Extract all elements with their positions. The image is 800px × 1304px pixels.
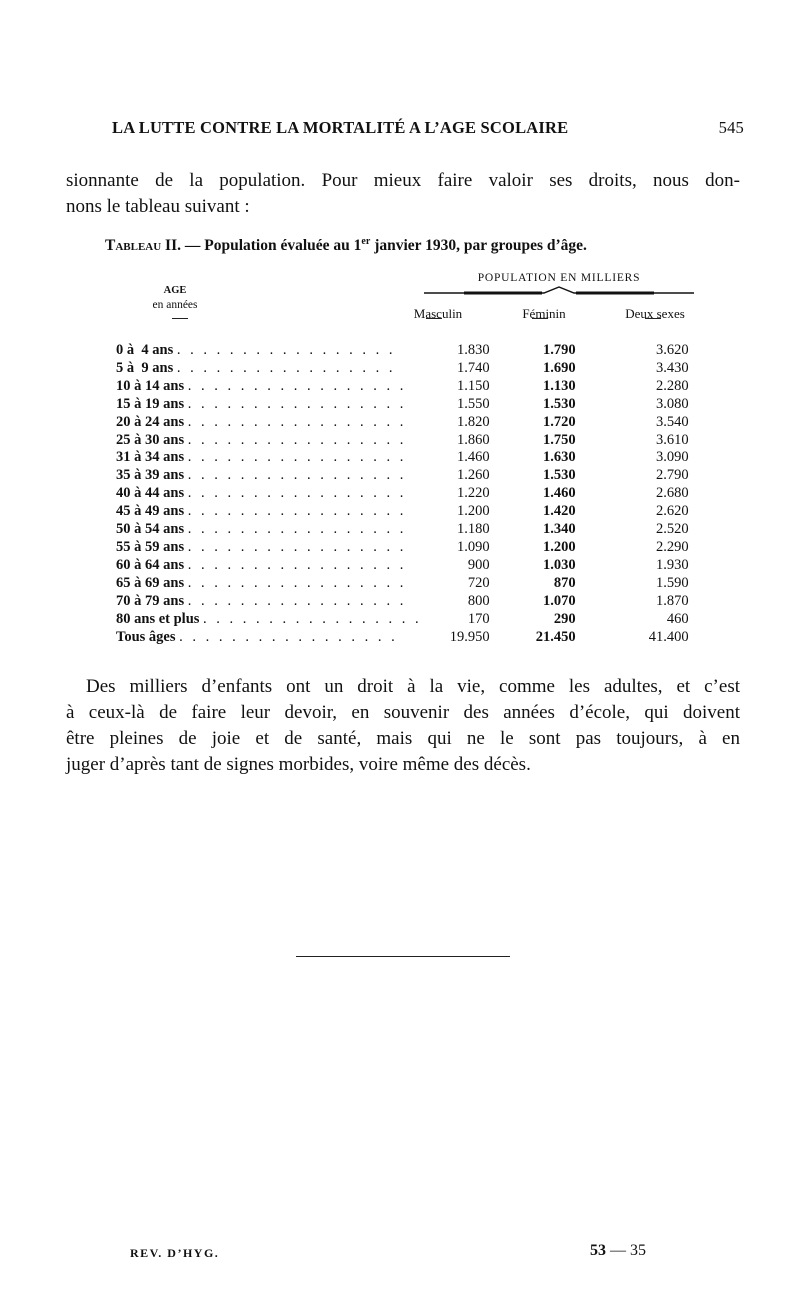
- dot-leader: . . . . . . . . . . . . . . . . .: [187, 467, 407, 484]
- table-row: [116, 378, 689, 396]
- masculin-cell: 900: [467, 556, 490, 573]
- header-dash: [426, 318, 442, 319]
- feminin-cell: 1.690: [543, 359, 576, 376]
- dot-leader: . . . . . . . . . . . . . . . . .: [176, 342, 396, 358]
- feminin-cell: 1.790: [543, 342, 576, 358]
- age-header-subtitle: en années: [152, 299, 198, 311]
- age-label: 70 à 79 ans: [116, 592, 185, 609]
- table-row: [116, 396, 689, 414]
- dot-leader: . . . . . . . . . . . . . . . . .: [187, 413, 407, 430]
- age-label: 60 à 64 ans: [116, 556, 185, 573]
- deux-sexes-cell: 3.090: [656, 449, 689, 466]
- dot-leader: . . . . . . . . . . . . . . . . .: [176, 359, 396, 376]
- age-cell: [116, 539, 422, 557]
- feminin-cell: 1.750: [543, 431, 576, 448]
- masculin-cell: 1.090: [457, 538, 490, 555]
- age-cell: [116, 611, 422, 629]
- table-row: [116, 575, 689, 593]
- group-brace: [424, 284, 694, 296]
- footer-sheet-number: 35: [630, 1242, 646, 1259]
- masculin-cell: 170: [467, 610, 490, 627]
- footer-separator: —: [610, 1242, 626, 1259]
- dot-leader: . . . . . . . . . . . . . . . . .: [187, 521, 407, 538]
- age-label: 5 à 9 ans: [116, 359, 174, 376]
- masculin-cell: 1.200: [457, 503, 490, 520]
- table-row: [116, 449, 689, 467]
- section-rule: [296, 956, 510, 957]
- running-head-title: LA LUTTE CONTRE LA MORTALITÉ A L’AGE SCOLAIRE: [112, 118, 569, 137]
- dot-leader: . . . . . . . . . . . . . . . . .: [187, 431, 407, 448]
- age-cell: [116, 342, 422, 360]
- feminin-cell: 1.420: [543, 503, 576, 520]
- table-row: [116, 593, 689, 611]
- table-row: [116, 467, 689, 485]
- age-header-title: AGE: [163, 285, 187, 296]
- masculin-cell: 1.820: [457, 413, 490, 430]
- masculin-cell: 1.460: [457, 449, 490, 466]
- masculin-cell: 720: [467, 574, 490, 591]
- feminin-cell: 1.340: [543, 521, 576, 538]
- age-cell: [116, 378, 422, 396]
- closing-line: juger d’après tant de signes morbides, voire même des décès.: [66, 754, 531, 775]
- age-label: 31 à 34 ans: [116, 449, 185, 466]
- dot-leader: . . . . . . . . . . . . . . . . .: [187, 574, 407, 591]
- footer-journal: REV. D’HYG.: [130, 1246, 220, 1260]
- dot-leader: . . . . . . . . . . . . . . . . .: [187, 592, 407, 609]
- table-caption-tail: janvier 1930, par groupes d’âge.: [370, 237, 587, 255]
- masculin-cell: 1.180: [457, 521, 490, 538]
- column-header-deux-sexes: Deux sexes: [625, 306, 685, 321]
- feminin-cell: 1.070: [543, 592, 576, 609]
- dot-leader: . . . . . . . . . . . . . . . . .: [187, 449, 407, 466]
- feminin-cell: 870: [553, 574, 576, 591]
- masculin-cell: 1.550: [457, 395, 490, 412]
- table-row: [116, 539, 689, 557]
- feminin-cell: 1.630: [543, 449, 576, 466]
- intro-line: sionnante de la population. Pour mieux faire valoir ses droits, nous don-: [66, 170, 740, 191]
- column-header-masculin: Masculin: [413, 306, 463, 321]
- population-group-header: POPULATION EN MILLIERS: [477, 272, 641, 284]
- age-label: 15 à 19 ans: [116, 395, 185, 412]
- header-dash: [532, 318, 548, 319]
- age-label: 25 à 30 ans: [116, 431, 185, 448]
- age-cell: [116, 485, 422, 503]
- table-caption-label: Tableau II.: [105, 237, 181, 255]
- table-row: [116, 521, 689, 539]
- masculin-cell: 19.950: [449, 628, 490, 645]
- dot-leader: . . . . . . . . . . . . . . . . .: [187, 538, 407, 555]
- age-cell: [116, 360, 422, 378]
- age-cell: [116, 467, 422, 485]
- feminin-cell: 1.530: [543, 395, 576, 412]
- deux-sexes-cell: 1.870: [656, 592, 689, 609]
- feminin-cell: 1.130: [543, 377, 576, 394]
- table-row: [116, 557, 689, 575]
- age-label: 65 à 69 ans: [116, 574, 185, 591]
- table-caption: [105, 236, 705, 255]
- table-caption-sup: er: [361, 236, 371, 247]
- age-cell: [116, 432, 422, 450]
- age-cell: [116, 575, 422, 593]
- table-row: [116, 485, 689, 503]
- age-cell: [116, 557, 422, 575]
- dot-leader: . . . . . . . . . . . . . . . . .: [187, 377, 407, 394]
- age-label: 0 à 4 ans: [116, 342, 174, 358]
- population-table: [116, 342, 689, 646]
- intro-line: nons le tableau suivant :: [66, 196, 250, 217]
- masculin-cell: 1.150: [457, 377, 490, 394]
- age-label: 35 à 39 ans: [116, 467, 185, 484]
- deux-sexes-cell: 3.080: [656, 395, 689, 412]
- age-cell: [116, 521, 422, 539]
- deux-sexes-cell: 2.290: [656, 538, 689, 555]
- deux-sexes-cell: 41.400: [648, 628, 689, 645]
- footer-signature-number: 53: [590, 1242, 606, 1259]
- dot-leader: . . . . . . . . . . . . . . . . .: [187, 395, 407, 412]
- feminin-cell: 1.530: [543, 467, 576, 484]
- masculin-cell: 1.830: [457, 342, 490, 358]
- age-label: 50 à 54 ans: [116, 521, 185, 538]
- dot-leader: . . . . . . . . . . . . . . . . .: [187, 485, 407, 502]
- age-cell: [116, 396, 422, 414]
- deux-sexes-cell: 3.430: [656, 359, 689, 376]
- table-row: [116, 611, 689, 629]
- intro-paragraph: [66, 168, 740, 220]
- dot-leader: . . . . . . . . . . . . . . . . .: [179, 628, 398, 645]
- deux-sexes-cell: 3.610: [656, 431, 689, 448]
- age-label: Tous âges: [116, 628, 176, 645]
- age-label: 80 ans et plus: [116, 610, 200, 627]
- age-label: 55 à 59 ans: [116, 538, 185, 555]
- masculin-cell: 1.220: [457, 485, 490, 502]
- closing-line: être pleines de joie et de santé, mais qui ne le sont pas toujours, à en: [66, 728, 740, 749]
- age-cell: [116, 593, 422, 611]
- age-cell: [116, 503, 422, 521]
- age-label: 20 à 24 ans: [116, 413, 185, 430]
- header-dash: [172, 318, 188, 319]
- age-column-header: [130, 284, 220, 312]
- deux-sexes-cell: 1.590: [656, 574, 689, 591]
- dot-leader: . . . . . . . . . . . . . . . . .: [187, 556, 407, 573]
- deux-sexes-cell: 460: [666, 610, 689, 627]
- table-row: [116, 414, 689, 432]
- age-cell: [116, 414, 422, 432]
- age-cell: [116, 629, 422, 647]
- table-caption-text: — Population évaluée au 1: [184, 237, 362, 255]
- closing-line: Des milliers d’enfants ont un droit à la vie, comme les adultes, et c’est: [86, 676, 740, 697]
- dot-leader: . . . . . . . . . . . . . . . . .: [203, 610, 422, 627]
- table-row: [116, 342, 689, 360]
- column-header-feminin: Féminin: [522, 306, 566, 321]
- dot-leader: . . . . . . . . . . . . . . . . .: [187, 503, 407, 520]
- masculin-cell: 1.260: [457, 467, 490, 484]
- feminin-cell: 21.450: [535, 628, 576, 645]
- deux-sexes-cell: 2.280: [656, 377, 689, 394]
- deux-sexes-cell: 3.540: [656, 413, 689, 430]
- masculin-cell: 1.740: [457, 359, 490, 376]
- table-row: [116, 503, 689, 521]
- masculin-cell: 1.860: [457, 431, 490, 448]
- feminin-cell: 1.200: [543, 538, 576, 555]
- age-cell: [116, 449, 422, 467]
- deux-sexes-cell: 3.620: [656, 342, 689, 358]
- closing-line: à ceux-là de faire leur devoir, en souvenir des années d’école, qui doivent: [66, 702, 740, 723]
- footer-signature: [590, 1242, 646, 1260]
- closing-paragraph: [66, 674, 740, 778]
- deux-sexes-cell: 2.620: [656, 503, 689, 520]
- deux-sexes-cell: 1.930: [656, 556, 689, 573]
- age-label: 45 à 49 ans: [116, 503, 185, 520]
- feminin-cell: 1.460: [543, 485, 576, 502]
- feminin-cell: 1.720: [543, 413, 576, 430]
- age-label: 40 à 44 ans: [116, 485, 185, 502]
- table-row: [116, 360, 689, 378]
- masculin-cell: 800: [467, 592, 490, 609]
- feminin-cell: 290: [553, 610, 576, 627]
- header-dash: [645, 318, 661, 319]
- deux-sexes-cell: 2.520: [656, 521, 689, 538]
- age-label: 10 à 14 ans: [116, 377, 185, 394]
- table-row: [116, 432, 689, 450]
- feminin-cell: 1.030: [543, 556, 576, 573]
- page-number: 545: [718, 118, 744, 137]
- table-row: [116, 629, 689, 647]
- deux-sexes-cell: 2.790: [656, 467, 689, 484]
- deux-sexes-cell: 2.680: [656, 485, 689, 502]
